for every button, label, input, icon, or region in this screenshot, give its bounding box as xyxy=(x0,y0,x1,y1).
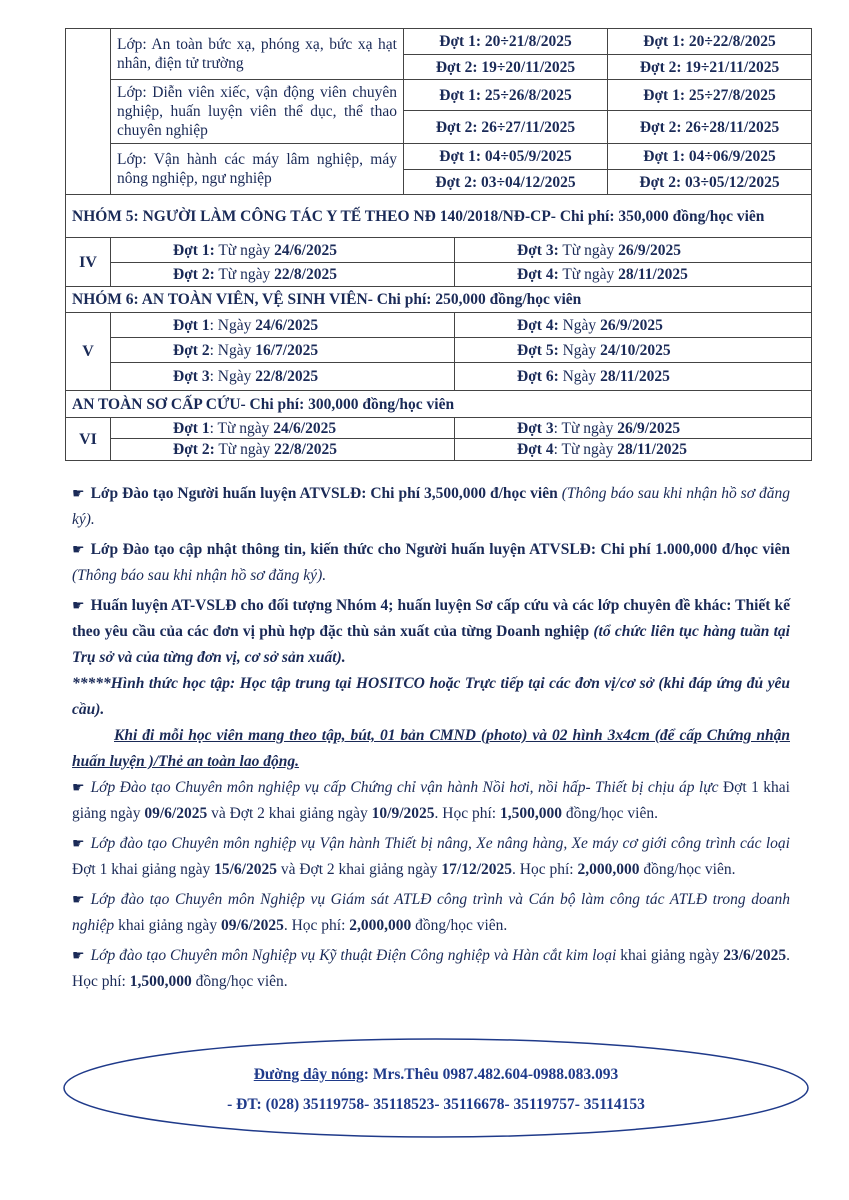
session-date: Đợt 1: 20÷22/8/2025 xyxy=(608,29,812,55)
note-trainer-course: ☛ Lớp Đào tạo Người huấn luyện ATVSLĐ: Chi phí 3,500,000 đ/học viên (Thông báo sau khi nhận hồ sơ đăng ký). xyxy=(72,485,790,528)
roman-numeral: V xyxy=(66,313,111,391)
note-lifting-course: ☛ Lớp đào tạo Chuyên môn nghiệp vụ Vận hành Thiết bị nâng, Xe nâng hàng, Xe máy cơ giới công trình các loại Đợt 1 khai giảng ngày 15/6/2025 và Đợt 2 khai giảng ngày 17/12/2025. Học phí: 2,000,000 đồng/học viên. xyxy=(72,835,790,878)
session-entry: Đợt 3: Từ ngày 26/9/2025 xyxy=(455,418,812,439)
hotline-ellipse xyxy=(62,1037,810,1139)
session-date: Đợt 1: 04÷06/9/2025 xyxy=(608,144,812,170)
session-entry: Đợt 3: Ngày 22/8/2025 xyxy=(111,363,455,391)
group-title: AN TOÀN SƠ CẤP CỨU- Chi phí: 300,000 đồng/học viên xyxy=(66,391,812,418)
session-entry: Đợt 2: Ngày 16/7/2025 xyxy=(111,338,455,363)
note-supervision-course: ☛ Lớp đào tạo Chuyên môn Nghiệp vụ Giám sát ATLĐ công trình và Cán bộ làm công tác ATLĐ trong doanh nghiệp khai giảng ngày 09/6/2025. Học phí: 2,000,000 đồng/học viên. xyxy=(72,891,790,934)
session-entry: Đợt 5: Ngày 24/10/2025 xyxy=(455,338,812,363)
session-date: Đợt 2: 03÷04/12/2025 xyxy=(404,170,608,195)
session-date: Đợt 2: 19÷21/11/2025 xyxy=(608,55,812,80)
note-group4-training: ☛ Huấn luyện AT-VSLĐ cho đối tượng Nhóm 4; huấn luyện Sơ cấp cứu và các lớp chuyên đề khác: Thiết kế theo yêu cầu của các đơn vị phù hợp đặc thù sản xuất của từng Doanh nghiệp (tổ chức liên tục hàng tuần tại Trụ sở và của từng đơn vị, cơ sở sản xuất). xyxy=(72,597,790,666)
note-trainer-update-course: ☛ Lớp Đào tạo cập nhật thông tin, kiến thức cho Người huấn luyện ATVSLĐ: Chi phí 1.000,000 đ/học viên (Thông báo sau khi nhận hồ sơ đăng ký). xyxy=(72,541,790,584)
class-name: Lớp: An toàn bức xạ, phóng xạ, bức xạ hạt nhân, điện tử trường xyxy=(111,29,404,80)
session-entry: Đợt 4: Từ ngày 28/11/2025 xyxy=(455,263,812,287)
session-entry: Đợt 4: Ngày 26/9/2025 xyxy=(455,313,812,338)
roman-numeral: VI xyxy=(66,418,111,461)
session-entry: Đợt 2: Từ ngày 22/8/2025 xyxy=(111,439,455,461)
note-electrical-welding-course: ☛ Lớp đào tạo Chuyên môn Nghiệp vụ Kỹ thuật Điện Công nghiệp và Hàn cắt kim loại khai giảng ngày 23/6/2025. Học phí: 1,500,000 đồng/học viên. xyxy=(72,947,790,990)
roman-numeral: IV xyxy=(66,238,111,287)
pointing-hand-icon: ☛ xyxy=(72,486,85,502)
empty-roman-cell xyxy=(66,29,111,195)
session-entry: Đợt 3: Từ ngày 26/9/2025 xyxy=(455,238,812,263)
session-date: Đợt 2: 26÷27/11/2025 xyxy=(404,111,608,144)
hotline-label: Đường dây nóng xyxy=(253,1066,364,1083)
note-boiler-course: ☛ Lớp Đào tạo Chuyên môn nghiệp vụ cấp Chứng chỉ vận hành Nồi hơi, nồi hấp- Thiết bị chịu áp lực Đợt 1 khai giảng ngày 09/6/2025 và Đợt 2 khai giảng ngày 10/9/2025. Học phí: 1,500,000 đồng/học viên. xyxy=(72,779,790,822)
session-entry: Đợt 1: Từ ngày 24/6/2025 xyxy=(111,418,455,439)
session-date: Đợt 2: 19÷20/11/2025 xyxy=(404,55,608,80)
class-name: Lớp: Vận hành các máy lâm nghiệp, máy nông nghiệp, ngư nghiệp xyxy=(111,144,404,195)
session-date: Đợt 2: 03÷05/12/2025 xyxy=(608,170,812,195)
session-date: Đợt 2: 26÷28/11/2025 xyxy=(608,111,812,144)
pointing-hand-icon: ☛ xyxy=(72,598,85,614)
session-entry: Đợt 6: Ngày 28/11/2025 xyxy=(455,363,812,391)
session-date: Đợt 1: 25÷27/8/2025 xyxy=(608,80,812,111)
session-date: Đợt 1: 20÷21/8/2025 xyxy=(404,29,608,55)
hotline-line xyxy=(62,1066,810,1084)
schedule-table xyxy=(65,28,812,461)
session-entry: Đợt 1: Từ ngày 24/6/2025 xyxy=(111,238,455,263)
class-name: Lớp: Diễn viên xiếc, vận động viên chuyên nghiệp, huấn luyện viên thể dục, thể thao chuyên nghiệp xyxy=(111,80,404,144)
pointing-hand-icon: ☛ xyxy=(72,780,85,796)
session-date: Đợt 1: 25÷26/8/2025 xyxy=(404,80,608,111)
pointing-hand-icon: ☛ xyxy=(72,836,85,852)
notes-section xyxy=(72,481,790,995)
session-entry: Đợt 1: Ngày 24/6/2025 xyxy=(111,313,455,338)
pointing-hand-icon: ☛ xyxy=(72,542,85,558)
group-title: NHÓM 5: NGƯỜI LÀM CÔNG TÁC Y TẾ THEO NĐ 140/2018/NĐ-CP- Chi phí: 350,000 đồng/học viên xyxy=(66,195,812,238)
note-requirements: Khi đi mỗi học viên mang theo tập, bút, 01 bản CMND (photo) và 02 hình 3x4cm (để cấp Chứng nhận huấn luyện )/Thẻ an toàn lao động. xyxy=(72,727,790,770)
hotline-box xyxy=(62,1037,810,1139)
session-date: Đợt 1: 04÷05/9/2025 xyxy=(404,144,608,170)
group-title: NHÓM 6: AN TOÀN VIÊN, VỆ SINH VIÊN- Chi phí: 250,000 đồng/học viên xyxy=(66,287,812,313)
session-entry: Đợt 4: Từ ngày 28/11/2025 xyxy=(455,439,812,461)
pointing-hand-icon: ☛ xyxy=(72,892,85,908)
pointing-hand-icon: ☛ xyxy=(72,948,85,964)
note-study-format: *****Hình thức học tập: Học tập trung tại HOSITCO hoặc Trực tiếp tại các đơn vị/cơ sở (khi đáp ứng đủ yêu cầu). xyxy=(72,675,790,718)
hotline-value: : Mrs.Thêu 0987.482.604-0988.083.093 xyxy=(363,1066,619,1083)
session-entry: Đợt 2: Từ ngày 22/8/2025 xyxy=(111,263,455,287)
hotline-phones: - ĐT: (028) 35119758- 35118523- 35116678- 35119757- 35114153 xyxy=(227,1096,645,1113)
